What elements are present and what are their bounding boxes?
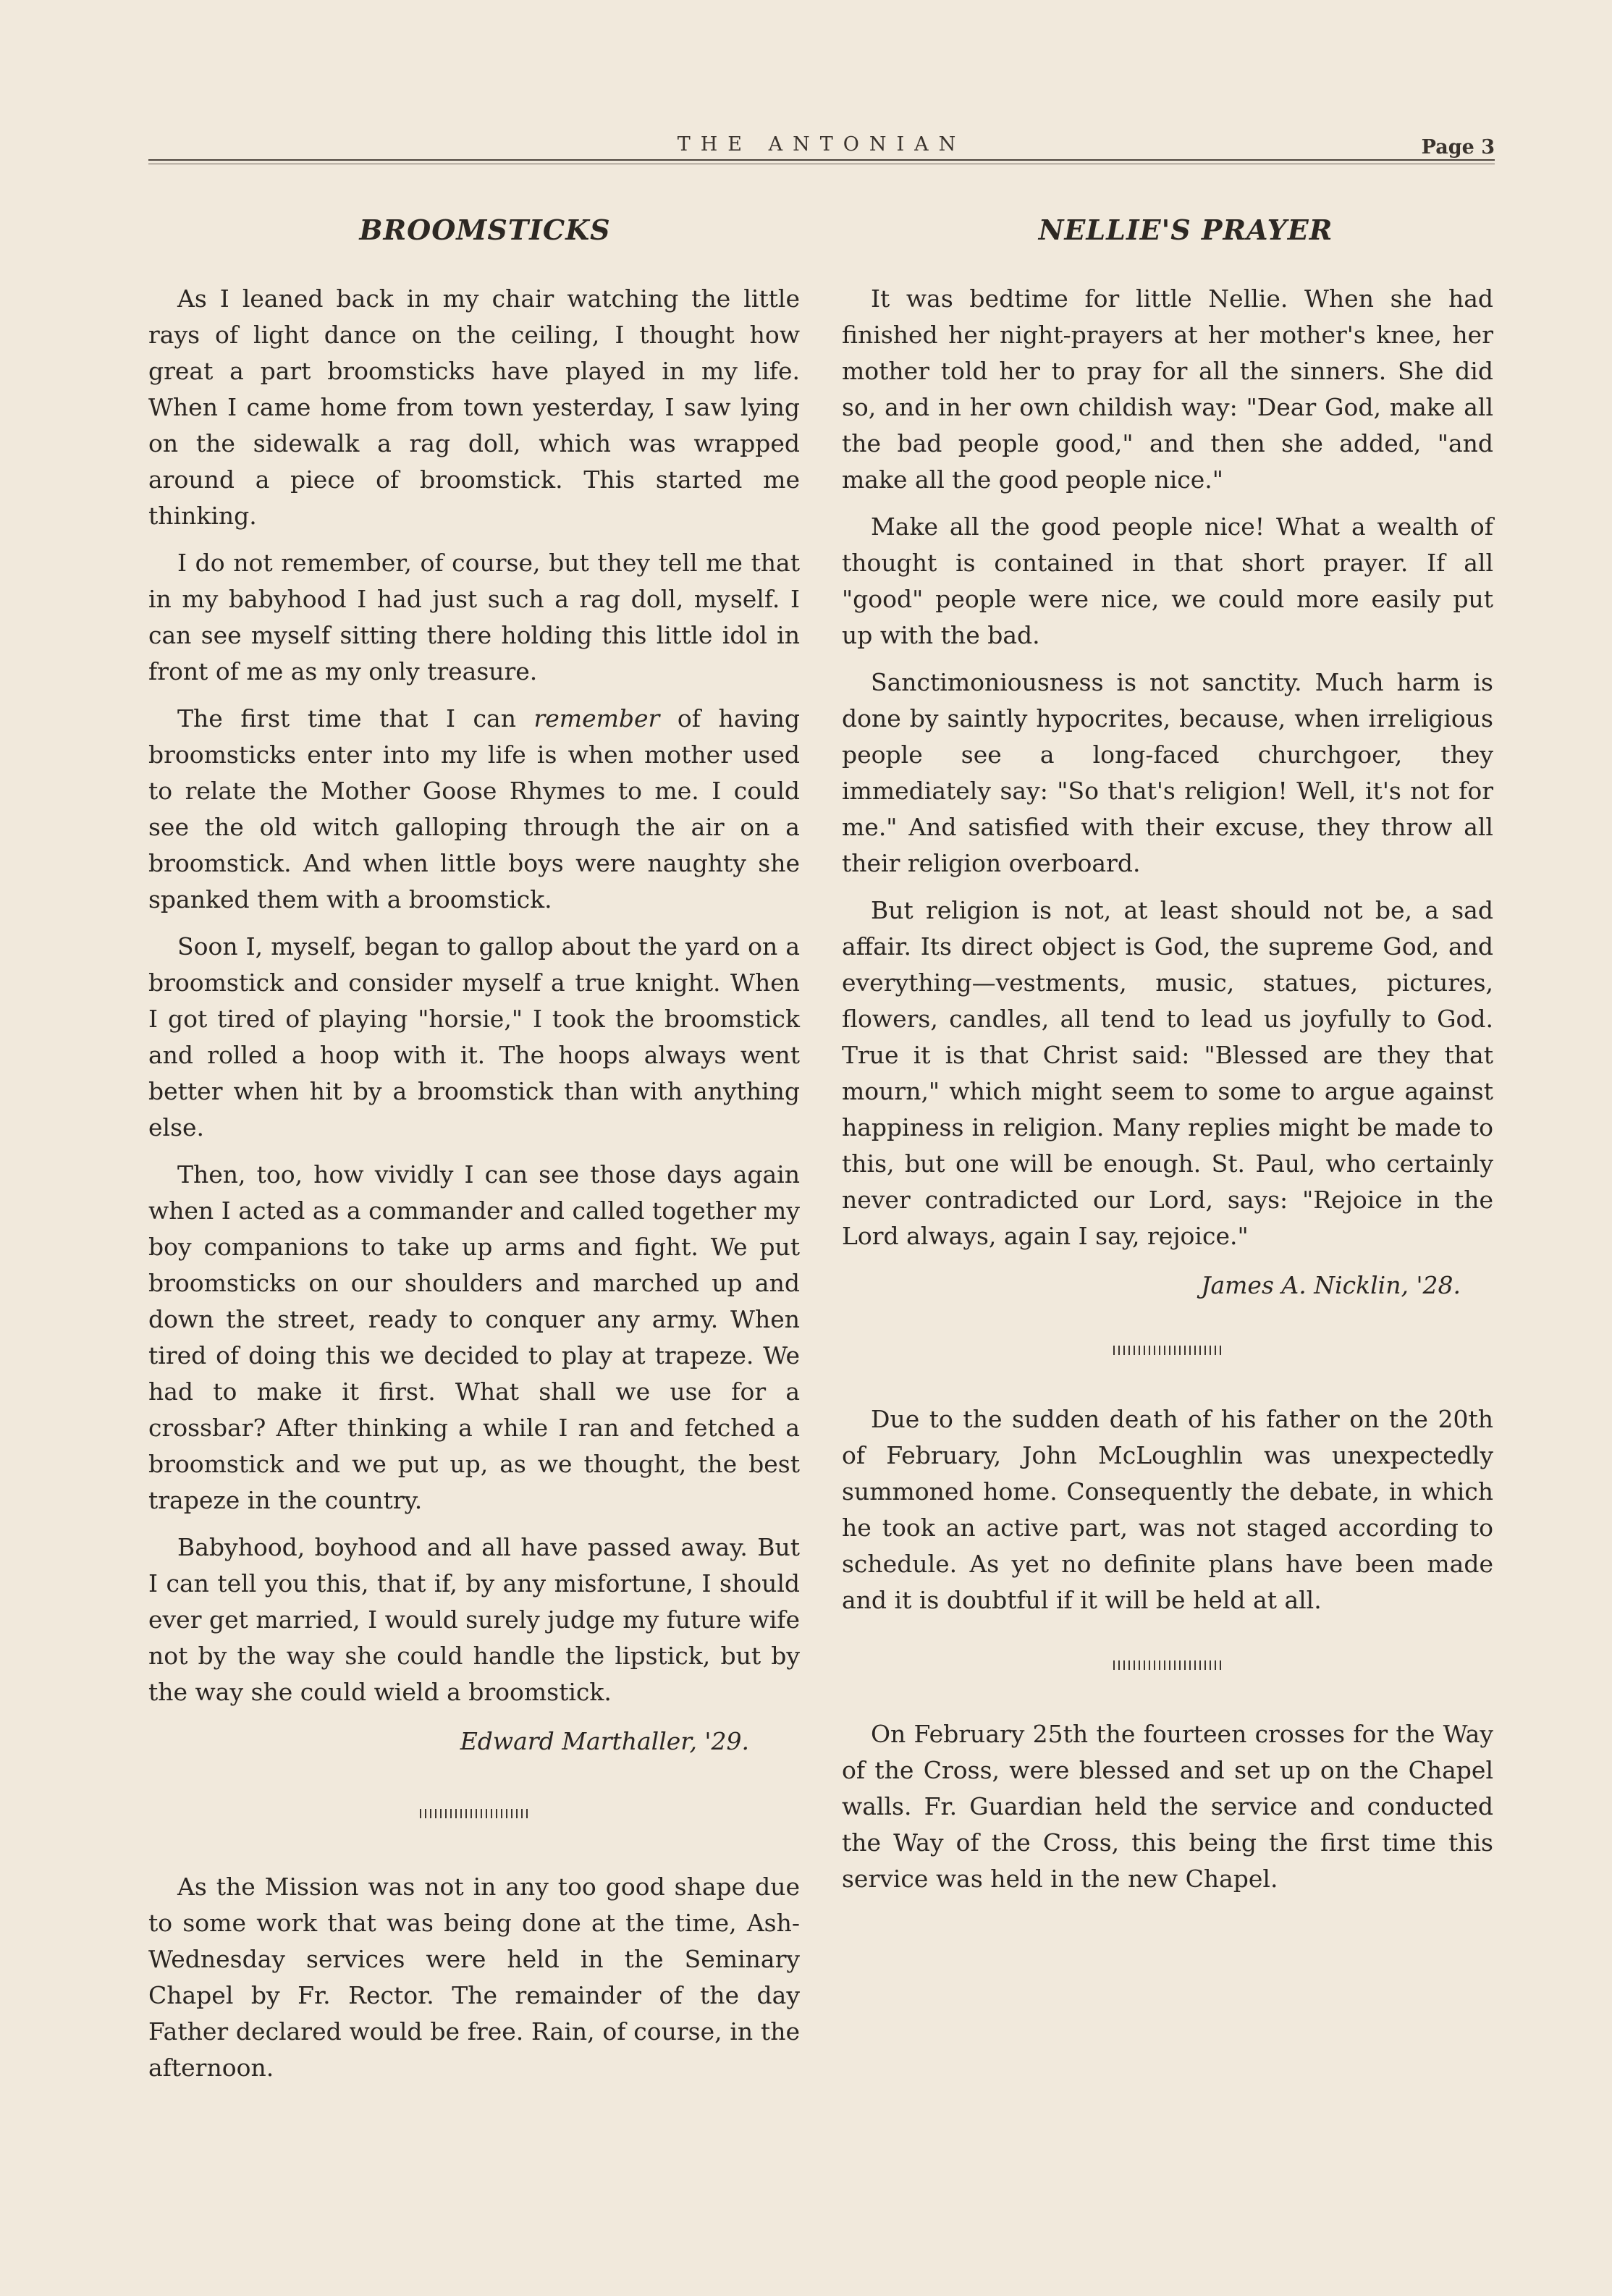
article-paragraph: It was bedtime for little Nellie. When she had finished her night-prayers at her mother's knee, her mother told her to pray for all the sinners. She did so, and in her own childish way: "Dear God, make all the bad people good," and then she added, "and make all the good people nice.": [842, 284, 1493, 494]
article-paragraph: I do not remember, of course, but they tell me that in my babyhood I had just such a rag doll, myself. I can see myself sitting there holding this little idol in front of me as my only treasure.: [148, 549, 800, 685]
article-paragraph: Then, too, how vividly I can see those days again when I acted as a commander and called together my boy companions to take up arms and fight. We put broomsticks on our shoulders and marched up and down the street, ready to conquer any army. When tired of doing this we decided to play at trapeze. We had to make it first. What shall we use for a crossbar? After thinking a while I ran and fetched a broomstick and we put up, as we thought, the best trapeze in the country.: [148, 1160, 800, 1514]
article-paragraph: Sanctimoniousness is not sanctity. Much harm is done by saintly hypocrites, because, when irreligious people see a long-faced churchgoer, they immediately say: "So that's religion! Well, it's not for me." And satisfied with their excuse, they throw all their religion overboard.: [842, 668, 1493, 877]
author-signature: James A. Nicklin, '28.: [1201, 1271, 1461, 1299]
article-paragraph: Make all the good people nice! What a wealth of thought is contained in that short prayer. If all "good" people were nice, we could more easily put up with the bad.: [842, 512, 1493, 649]
article-paragraph: Soon I, myself, began to gallop about the yard on a broomstick and consider myself a true knight. When I got tired of playing "horsie," I took the broomstick and rolled a hoop with it. The hoops always went better when hit by a broomstick than with anything else.: [148, 932, 800, 1141]
section-divider: [420, 1809, 528, 1818]
article-paragraph: Babyhood, boyhood and all have passed away. But I can tell you this, that if, by any misfortune, I should ever get married, I would surely judge my future wife not by the way she could handle the lipstick, but by the way she could wield a broomstick.: [148, 1533, 800, 1706]
article-title-broomsticks: BROOMSTICKS: [359, 214, 611, 246]
header-rule: [148, 159, 1495, 161]
paragraph-text: The first time that I can: [177, 704, 534, 733]
right-column: [842, 214, 1493, 1908]
article-paragraph: But religion is not, at least should not be, a sad affair. Its direct object is God, the supreme God, and everything—vestments, music, statues, pictures, flowers, candles, all tend to lead us joyfully to God. True it is that Christ said: "Blessed are they that mourn," which might seem to some to argue against happiness in religion. Many replies might be made to this, but one will be enough. St. Paul, who certainly never contradicted our Lord, says: "Rejoice in the Lord always, again I say, rejoice.": [842, 896, 1493, 1250]
article-paragraph: [148, 701, 800, 918]
author-signature: Edward Marthaller, '29.: [460, 1727, 749, 1755]
article-paragraph: As I leaned back in my chair watching the little rays of light dance on the ceiling, I thought how great a part broomsticks have played in my life. When I came home from town yesterday, I saw lying on the sidewalk a rag doll, which was wrapped around a piece of broomstick. This started me thinking.: [148, 284, 800, 530]
emphasized-word: remember: [533, 704, 660, 733]
running-header: [148, 130, 1495, 166]
paragraph-text: of having broomsticks enter into my life is when mother used to relate the Mother Goose Rhymes to me. I could see the old witch galloping through the air on a broomstick. And when little boys were naughty she spanked them with a broomstick.: [148, 704, 800, 913]
news-notice: As the Mission was not in any too good shape due to some work that was being done at the time, Ash-Wednesday services were held in the Seminary Chapel by Fr. Rector. The remainder of the day Father declared would be free. Rain, of course, in the afternoon.: [148, 1873, 800, 2082]
left-column: [148, 214, 800, 2097]
section-divider: [1113, 1660, 1222, 1670]
masthead: THE ANTONIAN: [677, 133, 966, 156]
news-notice: Due to the sudden death of his father on the 20th of February, John McLoughlin was unexpectedly summoned home. Consequently the debate, in which he took an active part, was not staged according to schedule. As yet no definite plans have been made and it is doubtful if it will be held at all.: [842, 1405, 1493, 1614]
page-number: Page 3: [1421, 136, 1495, 159]
news-notice: On February 25th the fourteen crosses for the Way of the Cross, were blessed and set up on the Chapel walls. Fr. Guardian held the service and conducted the Way of the Cross, this being the first time this service was held in the new Chapel.: [842, 1720, 1493, 1893]
article-title-nellies-prayer: NELLIE'S PRAYER: [1038, 214, 1333, 246]
section-divider: [1113, 1346, 1222, 1355]
